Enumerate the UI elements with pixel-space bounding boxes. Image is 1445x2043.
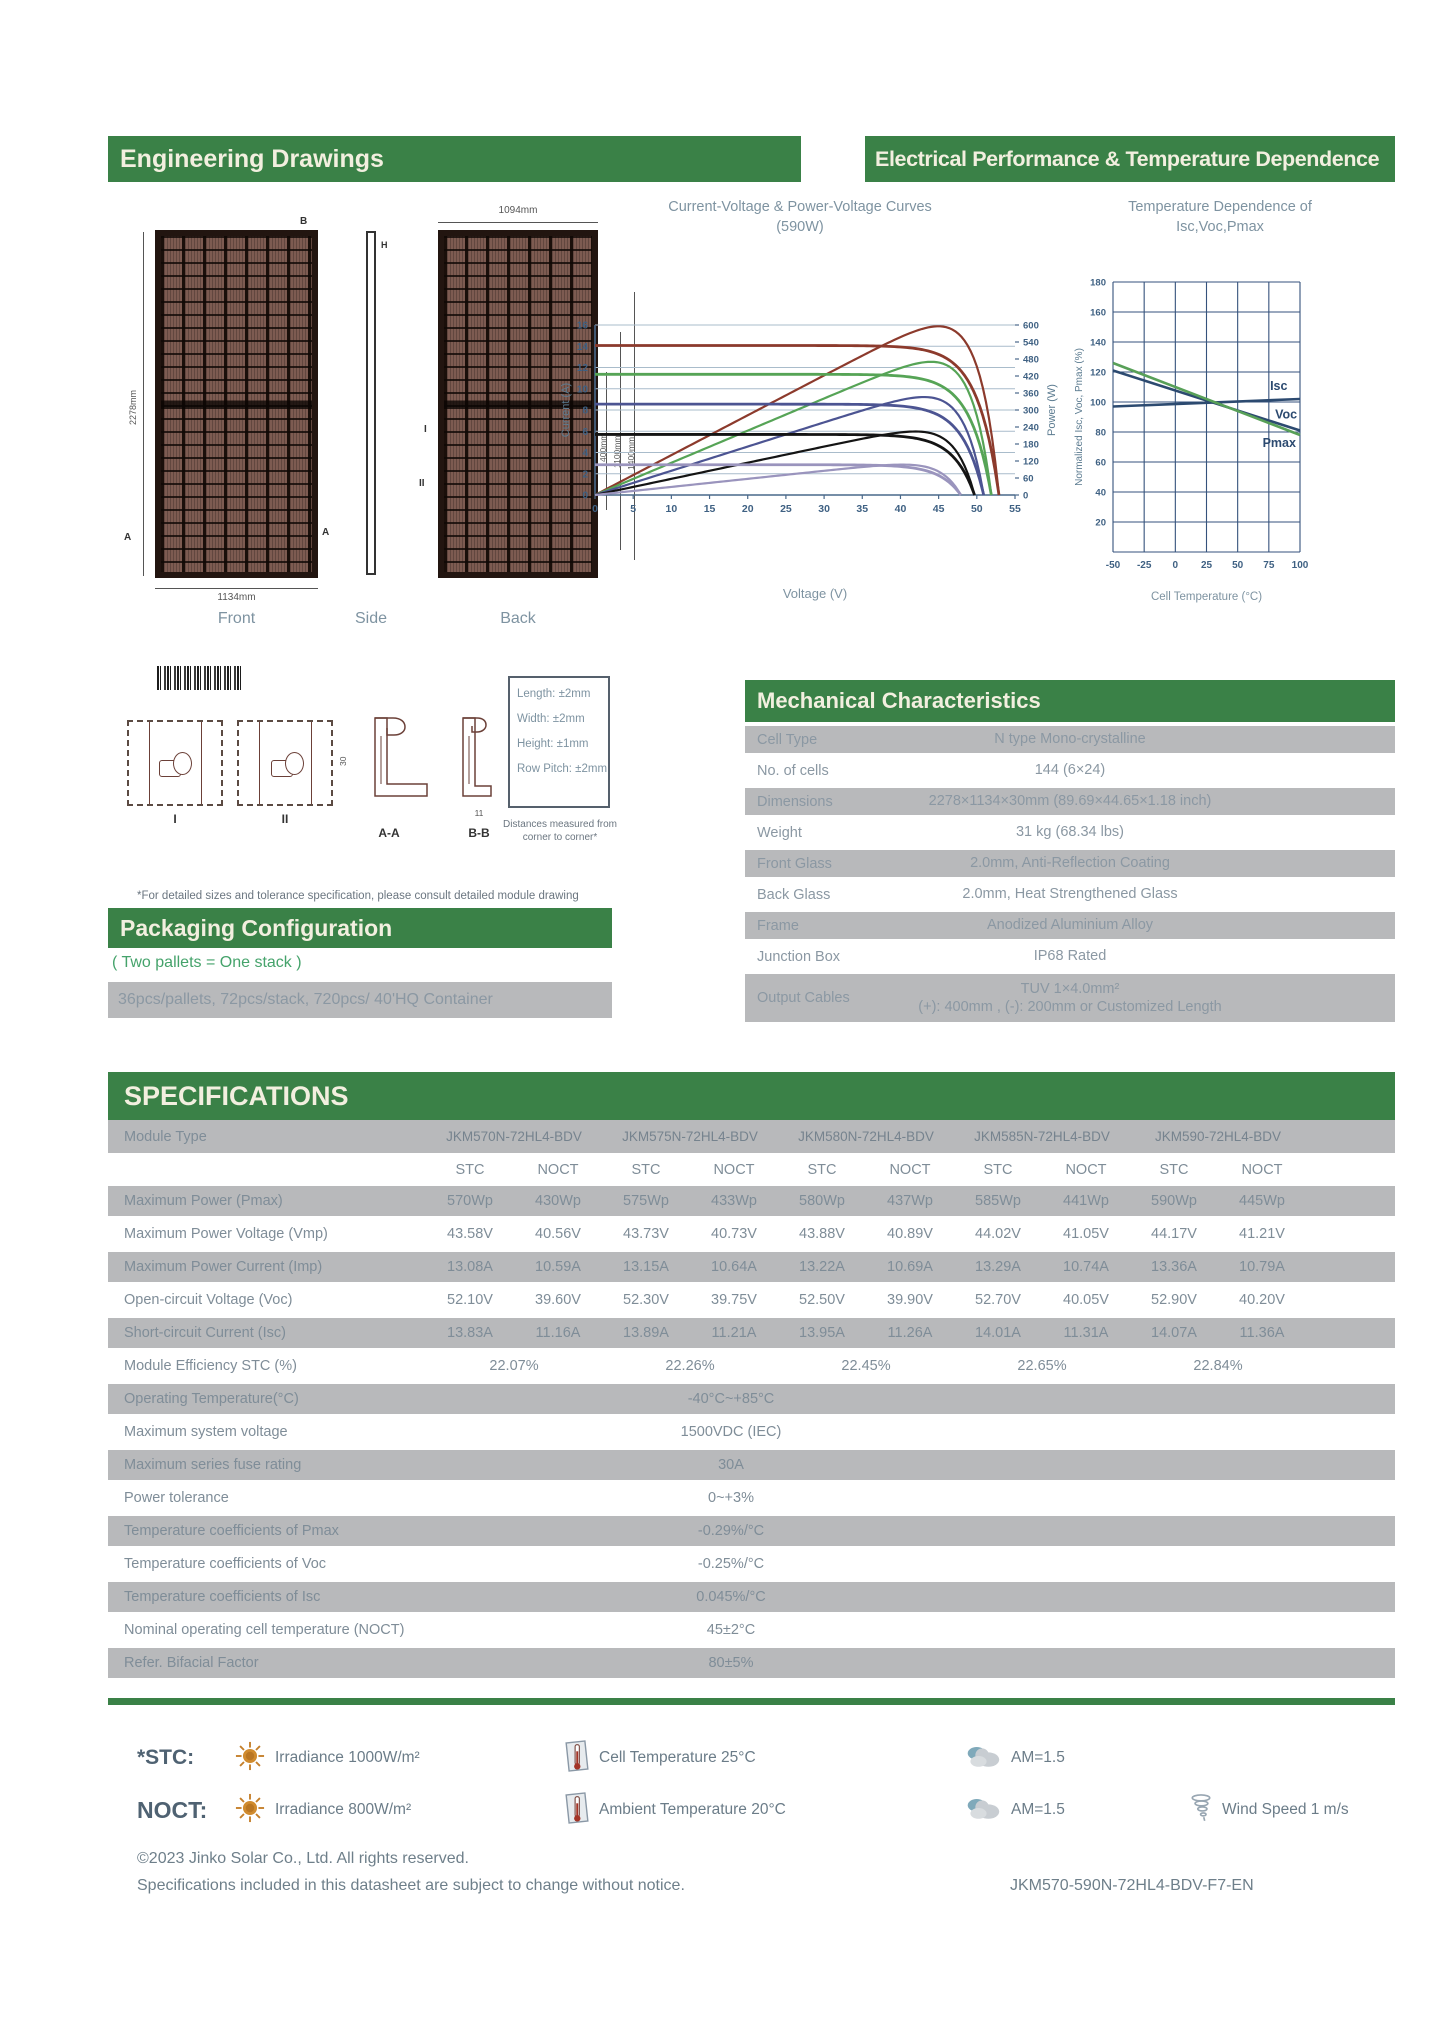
row-label: Front Glass — [757, 855, 832, 872]
svg-text:Voltage (V): Voltage (V) — [782, 586, 848, 601]
front-height-dim: 2278mm — [128, 389, 138, 425]
svg-text:120: 120 — [1023, 456, 1039, 468]
cell-value: -0.29%/°C — [697, 1523, 765, 1539]
spec-full-row — [108, 1549, 1395, 1582]
cell-value: 445Wp — [1239, 1193, 1285, 1209]
cell-value: 44.02V — [975, 1226, 1021, 1242]
svg-text:20: 20 — [1095, 517, 1106, 529]
detail-line — [259, 722, 260, 804]
legend-item-text: Irradiance 800W/m² — [275, 1801, 412, 1818]
cloud-icon — [965, 1743, 1001, 1774]
stc-label: *STC: — [137, 1746, 195, 1769]
cell-value: 41.21V — [1239, 1226, 1285, 1242]
svg-text:-50: -50 — [1105, 560, 1121, 571]
svg-text:2: 2 — [582, 469, 588, 481]
spec-full-row — [108, 1483, 1395, 1516]
mounting-detail-ii — [237, 720, 333, 806]
packaging-detail: 36pcs/pallets, 72pcs/stack, 720pcs/ 40'HQ Container — [108, 982, 612, 1018]
svg-text:25: 25 — [780, 503, 792, 515]
condition-header: STC — [983, 1161, 1013, 1178]
cell-value: 11.21A — [711, 1325, 757, 1341]
iv-chart-title: Current-Voltage & Power-Voltage Curves (590W) — [668, 199, 932, 235]
condition-cells — [426, 1162, 1306, 1178]
cell-value: -0.25%/°C — [697, 1556, 765, 1572]
packaging-subtitle: ( Two pallets = One stack ) — [112, 954, 302, 971]
detail-i-label: I — [173, 812, 177, 826]
legend-item — [235, 1793, 565, 1828]
spec-full-row — [108, 1648, 1395, 1681]
svg-text:0: 0 — [592, 503, 598, 515]
value-cells — [426, 1259, 1306, 1275]
cell-value: 43.73V — [623, 1226, 669, 1242]
specifications-header: SPECIFICATIONS — [108, 1072, 1395, 1120]
mechanical-characteristics-header: Mechanical Characteristics — [745, 680, 1395, 722]
svg-text:Power (W): Power (W) — [1046, 384, 1058, 436]
table-row — [745, 912, 1395, 939]
doc-code: JKM570-590N-72HL4-BDV-F7-EN — [1010, 1877, 1254, 1894]
condition-header: NOCT — [1241, 1161, 1283, 1178]
svg-text:50: 50 — [1232, 560, 1244, 571]
table-row — [745, 788, 1395, 815]
thermometer-icon — [565, 1792, 589, 1829]
legend-item-text: Ambient Temperature 20°C — [599, 1801, 786, 1818]
svg-text:14: 14 — [576, 341, 588, 353]
svg-text:45: 45 — [932, 503, 945, 515]
legend-item-text: AM=1.5 — [1011, 1749, 1065, 1766]
back-width-dim: 1094mm — [498, 205, 538, 216]
row-value: IP68 Rated — [1033, 948, 1107, 965]
row-label: Junction Box — [757, 948, 841, 965]
cell-value: 575Wp — [623, 1193, 669, 1209]
copyright-text: ©2023 Jinko Solar Co., Ltd. All rights reserved. — [137, 1850, 469, 1867]
value-cells — [426, 1358, 1306, 1374]
front-width-dim: 1134mm — [217, 592, 256, 603]
row-label: Cell Type — [757, 731, 818, 748]
cell-value: 13.83A — [447, 1325, 493, 1341]
svg-text:Normalized Isc, Voc, Pmax (%): Normalized Isc, Voc, Pmax (%) — [1074, 348, 1085, 486]
module-type: JKM590-72HL4-BDV — [1154, 1129, 1282, 1144]
back-marker-ii: II — [419, 478, 425, 489]
cell-value: 39.90V — [887, 1292, 933, 1308]
spec-full-row — [108, 1582, 1395, 1615]
legend-item — [565, 1792, 965, 1829]
notice-text: Specifications included in this datasheet are subject to change without notice. — [137, 1877, 685, 1894]
svg-text:35: 35 — [856, 503, 869, 515]
svg-text:25: 25 — [1200, 560, 1213, 571]
row-label: Temperature coefficients of Pmax — [124, 1523, 339, 1539]
green-divider — [108, 1698, 1395, 1705]
cell-value: 1500VDC (IEC) — [680, 1424, 782, 1440]
tolerance-item: Length: ±2mm — [517, 688, 591, 700]
wind-icon — [1190, 1793, 1212, 1828]
spec-full-row — [108, 1384, 1395, 1417]
svg-text:0: 0 — [582, 490, 588, 502]
temp-chart-title-line1: Temperature Dependence of — [1128, 199, 1312, 215]
cell-value: 40.05V — [1063, 1292, 1109, 1308]
detail-ii-label: II — [281, 812, 289, 826]
barcode — [157, 666, 243, 690]
row-label: Power tolerance — [124, 1490, 229, 1506]
cell-value: 14.07A — [1151, 1325, 1197, 1341]
cell-value: 52.70V — [975, 1292, 1021, 1308]
condition-header: NOCT — [713, 1161, 755, 1178]
cell-value: 437Wp — [887, 1193, 933, 1209]
cell-value: 13.15A — [623, 1259, 669, 1275]
svg-text:40: 40 — [1095, 487, 1106, 499]
tolerance-box — [508, 676, 610, 808]
mounting-slot — [285, 752, 304, 775]
row-label: Back Glass — [757, 886, 831, 903]
back-dim-1100: 1100mm — [612, 435, 622, 468]
frame-section-aa-drawing — [345, 712, 433, 808]
temp-chart-title-line2: Isc,Voc,Pmax — [1176, 218, 1264, 235]
row-value: 31 kg (68.34 lbs) — [1015, 824, 1124, 841]
cell-value: 11.26A — [887, 1325, 933, 1341]
row-label: Output Cables — [757, 990, 850, 1006]
mounting-detail-i — [127, 720, 223, 806]
cell-value: 433Wp — [711, 1193, 757, 1209]
table-row — [745, 819, 1395, 846]
front-marker-a-right: A — [322, 527, 330, 538]
svg-text:6: 6 — [582, 426, 588, 438]
cell-value: 52.30V — [623, 1292, 669, 1308]
front-view-label: Front — [217, 610, 256, 627]
packaging-configuration-header: Packaging Configuration — [108, 908, 612, 948]
row-label: Maximum system voltage — [124, 1424, 288, 1440]
svg-text:75: 75 — [1263, 560, 1275, 571]
svg-text:16: 16 — [576, 320, 588, 332]
temp-chart-title — [1070, 198, 1370, 237]
cell-value: 13.36A — [1151, 1259, 1197, 1275]
spec-electrical-row — [108, 1219, 1395, 1252]
detail-line — [201, 722, 202, 804]
cell-value: 22.65% — [1017, 1358, 1067, 1374]
module-front-view — [155, 230, 318, 578]
cell-value: 40.89V — [887, 1226, 933, 1242]
row-value: N type Mono-crystalline — [994, 731, 1146, 748]
legend-item-text: Wind Speed 1 m/s — [1222, 1801, 1349, 1818]
legend-item-text: AM=1.5 — [1011, 1801, 1065, 1818]
back-dim-400: 400mm — [598, 433, 608, 462]
svg-text:20: 20 — [741, 503, 754, 515]
cell-value: 52.10V — [447, 1292, 493, 1308]
module-type: JKM570N-72HL4-BDV — [446, 1129, 582, 1144]
condition-header: STC — [631, 1161, 661, 1178]
svg-text:300: 300 — [1023, 405, 1039, 417]
detail-line — [311, 722, 312, 804]
cell-value: 52.50V — [799, 1292, 845, 1308]
row-label: Maximum Power (Pmax) — [124, 1193, 283, 1209]
frame-section-aa-label: A-A — [378, 826, 400, 840]
svg-text:180: 180 — [1090, 277, 1106, 289]
svg-text:12: 12 — [576, 363, 588, 374]
cell-value: 40.73V — [711, 1226, 757, 1242]
cell-value: 40.20V — [1239, 1292, 1285, 1308]
cell-value: 80±5% — [708, 1655, 754, 1671]
mounting-slot — [173, 752, 192, 775]
cell-value: 52.90V — [1151, 1292, 1197, 1308]
svg-text:60: 60 — [1023, 473, 1034, 485]
svg-text:540: 540 — [1023, 337, 1039, 349]
row-label: Module Efficiency STC (%) — [124, 1358, 297, 1374]
legend-item — [1190, 1793, 1349, 1828]
temperature-dependence-chart — [1070, 252, 1405, 622]
spec-electrical-row — [108, 1318, 1395, 1351]
svg-text:-25: -25 — [1136, 560, 1152, 571]
row-value: 2.0mm, Heat Strengthened Glass — [962, 886, 1178, 903]
svg-text:Cell Temperature (°C): Cell Temperature (°C) — [1150, 591, 1263, 603]
row-label: Short-circuit Current (Isc) — [124, 1325, 286, 1341]
frame-section-bb-base-dim: 11 — [474, 808, 484, 818]
svg-text:100: 100 — [1090, 397, 1106, 409]
svg-text:4: 4 — [582, 448, 588, 459]
row-label: Maximum Power Voltage (Vmp) — [124, 1226, 328, 1242]
cell-value: 441Wp — [1063, 1193, 1109, 1209]
cell-value: 10.64A — [711, 1259, 757, 1275]
legend-item-text: Cell Temperature 25°C — [599, 1749, 756, 1766]
condition-header: NOCT — [537, 1161, 579, 1178]
value-cells — [426, 1226, 1306, 1242]
sun-icon — [235, 1741, 265, 1776]
spec-efficiency-row — [108, 1351, 1395, 1384]
spec-full-row — [108, 1417, 1395, 1450]
cell-value: 585Wp — [975, 1193, 1021, 1209]
svg-text:600: 600 — [1023, 320, 1039, 332]
cell-value: 39.60V — [535, 1292, 581, 1308]
back-view-label: Back — [500, 610, 536, 627]
row-value: Anodized Aluminium Alloy — [986, 917, 1154, 934]
svg-text:10: 10 — [576, 384, 588, 396]
row-value: 144 (6×24) — [1034, 762, 1106, 779]
front-marker-b: B — [300, 216, 308, 227]
svg-text:Current (A): Current (A) — [560, 382, 572, 438]
noct-label: NOCT: — [137, 1796, 208, 1823]
module-type: JKM575N-72HL4-BDV — [622, 1129, 758, 1144]
svg-text:30: 30 — [818, 503, 830, 515]
cell-value: 13.89A — [623, 1325, 669, 1341]
spec-full-row — [108, 1516, 1395, 1549]
legend-item — [965, 1743, 1065, 1774]
frame-section-aa-height-dim: 30 — [338, 756, 348, 766]
frame-section-bb-drawing — [455, 712, 503, 808]
cell-value: 10.69A — [887, 1259, 933, 1275]
back-dim-1400: 1400mm — [626, 436, 636, 470]
row-value-line2: (+): 400mm , (-): 200mm or Customized Length — [918, 999, 1222, 1015]
row-value: 2278×1134×30mm (89.69×44.65×1.18 inch) — [928, 793, 1212, 810]
cell-value: 39.75V — [711, 1292, 757, 1308]
row-label: Module Type — [124, 1128, 207, 1145]
legend-item-text: Irradiance 1000W/m² — [275, 1749, 420, 1766]
svg-text:140: 140 — [1090, 337, 1106, 349]
stc-legend-row — [137, 1736, 1065, 1780]
table-row — [745, 726, 1395, 753]
cell-value: 13.08A — [447, 1259, 493, 1275]
row-label: Temperature coefficients of Isc — [124, 1589, 321, 1605]
engineering-drawings-header: Engineering Drawings — [108, 136, 801, 182]
svg-text:8: 8 — [582, 405, 588, 417]
cell-value: 13.22A — [799, 1259, 845, 1275]
drawing-footnote: *For detailed sizes and tolerance specification, please consult detailed module drawing — [137, 890, 579, 902]
svg-text:480: 480 — [1023, 354, 1039, 366]
cell-value: 0.045%/°C — [696, 1589, 766, 1605]
condition-header: STC — [455, 1161, 485, 1178]
cell-value: 11.36A — [1239, 1325, 1285, 1341]
thermometer-icon — [565, 1740, 589, 1777]
svg-text:240: 240 — [1023, 422, 1039, 434]
row-value: 2.0mm, Anti-Reflection Coating — [970, 855, 1170, 872]
table-row — [745, 757, 1395, 784]
tolerance-item: Row Pitch: ±2mm — [517, 763, 608, 775]
iv-power-voltage-chart — [555, 298, 1095, 628]
svg-text:80: 80 — [1095, 427, 1106, 439]
cell-value: 10.74A — [1063, 1259, 1109, 1275]
cell-value: 40.56V — [535, 1226, 581, 1242]
svg-text:420: 420 — [1023, 371, 1039, 383]
svg-text:60: 60 — [1095, 457, 1106, 469]
condition-header: STC — [1159, 1161, 1189, 1178]
specifications-table — [108, 1120, 1395, 1681]
side-marker-h: H — [381, 240, 388, 250]
row-label: Weight — [757, 824, 802, 841]
condition-header: NOCT — [889, 1161, 931, 1178]
spec-electrical-row — [108, 1285, 1395, 1318]
cell-value: 44.17V — [1151, 1226, 1197, 1242]
svg-text:50: 50 — [970, 503, 983, 515]
svg-text:10: 10 — [665, 503, 678, 515]
row-label: Dimensions — [757, 793, 833, 810]
cloud-icon — [965, 1795, 1001, 1826]
svg-text:0: 0 — [1172, 560, 1179, 571]
spec-electrical-row — [108, 1186, 1395, 1219]
row-label: Open-circuit Voltage (Voc) — [124, 1292, 293, 1308]
sun-icon — [235, 1793, 265, 1828]
row-label: Frame — [757, 917, 799, 934]
cell-value: 580Wp — [799, 1193, 845, 1209]
cell-value: -40°C~+85°C — [687, 1391, 775, 1407]
module-side-view — [366, 231, 376, 575]
condition-header: NOCT — [1065, 1161, 1107, 1178]
svg-text:Pmax: Pmax — [1262, 436, 1296, 450]
cell-value: 11.31A — [1063, 1325, 1109, 1341]
svg-text:40: 40 — [894, 503, 907, 515]
svg-text:360: 360 — [1023, 388, 1039, 400]
detail-line — [149, 722, 150, 804]
back-width-dim-line — [438, 222, 598, 223]
table-row — [745, 881, 1395, 908]
value-cells — [426, 1193, 1306, 1209]
cell-value: 570Wp — [447, 1193, 493, 1209]
cell-value: 14.01A — [975, 1325, 1021, 1341]
front-marker-a-left: A — [124, 532, 132, 543]
cell-value: 30A — [718, 1457, 744, 1473]
spec-electrical-row — [108, 1252, 1395, 1285]
row-label: Temperature coefficients of Voc — [124, 1556, 327, 1572]
cell-value: 22.84% — [1193, 1358, 1243, 1374]
module-type: JKM580N-72HL4-BDV — [798, 1129, 934, 1144]
tolerance-item: Width: ±2mm — [517, 713, 585, 725]
spec-module-type-row — [108, 1120, 1395, 1156]
condition-header: STC — [807, 1161, 837, 1178]
table-row — [745, 943, 1395, 970]
module-type: JKM585N-72HL4-BDV — [974, 1129, 1110, 1144]
svg-text:180: 180 — [1023, 439, 1039, 451]
row-label: Nominal operating cell temperature (NOCT) — [124, 1622, 405, 1638]
cell-value: 43.58V — [447, 1226, 493, 1242]
legend-item — [235, 1741, 565, 1776]
table-row — [745, 974, 1395, 1022]
cell-value: 45±2°C — [706, 1622, 756, 1638]
electrical-performance-header: Electrical Performance & Temperature Dependence — [865, 136, 1395, 182]
svg-text:55: 55 — [1009, 503, 1021, 515]
cell-value: 41.05V — [1063, 1226, 1109, 1242]
cell-value: 22.26% — [665, 1358, 715, 1374]
cell-value: 13.95A — [799, 1325, 845, 1341]
value-cells — [426, 1325, 1306, 1341]
tolerance-note: Distances measured from corner to corner* — [503, 819, 617, 843]
side-view-label: Side — [354, 610, 388, 627]
spec-full-row — [108, 1450, 1395, 1483]
mechanical-table — [745, 726, 1395, 1026]
front-width-dim-line — [155, 588, 318, 589]
back-marker-i: I — [424, 424, 427, 435]
tolerance-item: Height: ±1mm — [517, 738, 589, 750]
legend-item — [965, 1795, 1190, 1826]
module-type-cells — [426, 1129, 1306, 1144]
cell-value: 11.16A — [535, 1325, 581, 1341]
spec-condition-row — [108, 1156, 1395, 1186]
cell-value: 22.07% — [489, 1358, 539, 1374]
front-height-dim-line — [143, 232, 144, 576]
cell-value: 10.79A — [1239, 1259, 1285, 1275]
svg-text:5: 5 — [630, 503, 637, 515]
cell-value: 22.45% — [841, 1358, 891, 1374]
row-label: Maximum series fuse rating — [124, 1457, 302, 1473]
svg-text:15: 15 — [703, 503, 716, 515]
row-label: Refer. Bifacial Factor — [124, 1655, 259, 1671]
frame-section-bb-label: B-B — [468, 826, 490, 840]
cell-value: 0~+3% — [708, 1490, 754, 1506]
cell-value: 43.88V — [799, 1226, 845, 1242]
value-cells — [426, 1292, 1306, 1308]
spec-full-row — [108, 1615, 1395, 1648]
table-row — [745, 850, 1395, 877]
svg-text:Isc: Isc — [1270, 379, 1288, 393]
svg-text:Voc: Voc — [1275, 407, 1298, 422]
row-label: Operating Temperature(°C) — [124, 1391, 299, 1407]
svg-text:160: 160 — [1090, 307, 1106, 319]
svg-text:0: 0 — [1023, 490, 1029, 502]
cell-value: 13.29A — [975, 1259, 1021, 1275]
row-label: No. of cells — [757, 762, 829, 779]
cell-value: 590Wp — [1151, 1193, 1197, 1209]
svg-text:120: 120 — [1090, 367, 1106, 379]
cell-value: 430Wp — [535, 1193, 581, 1209]
svg-text:100: 100 — [1291, 560, 1309, 571]
noct-legend-row — [137, 1786, 1349, 1834]
legend-item — [565, 1740, 965, 1777]
cell-value: 10.59A — [535, 1259, 581, 1275]
row-label: Maximum Power Current (Imp) — [124, 1259, 323, 1275]
row-value: TUV 1×4.0mm² (+): 400mm , (-): 200mm or Customized Length — [745, 980, 1395, 1016]
